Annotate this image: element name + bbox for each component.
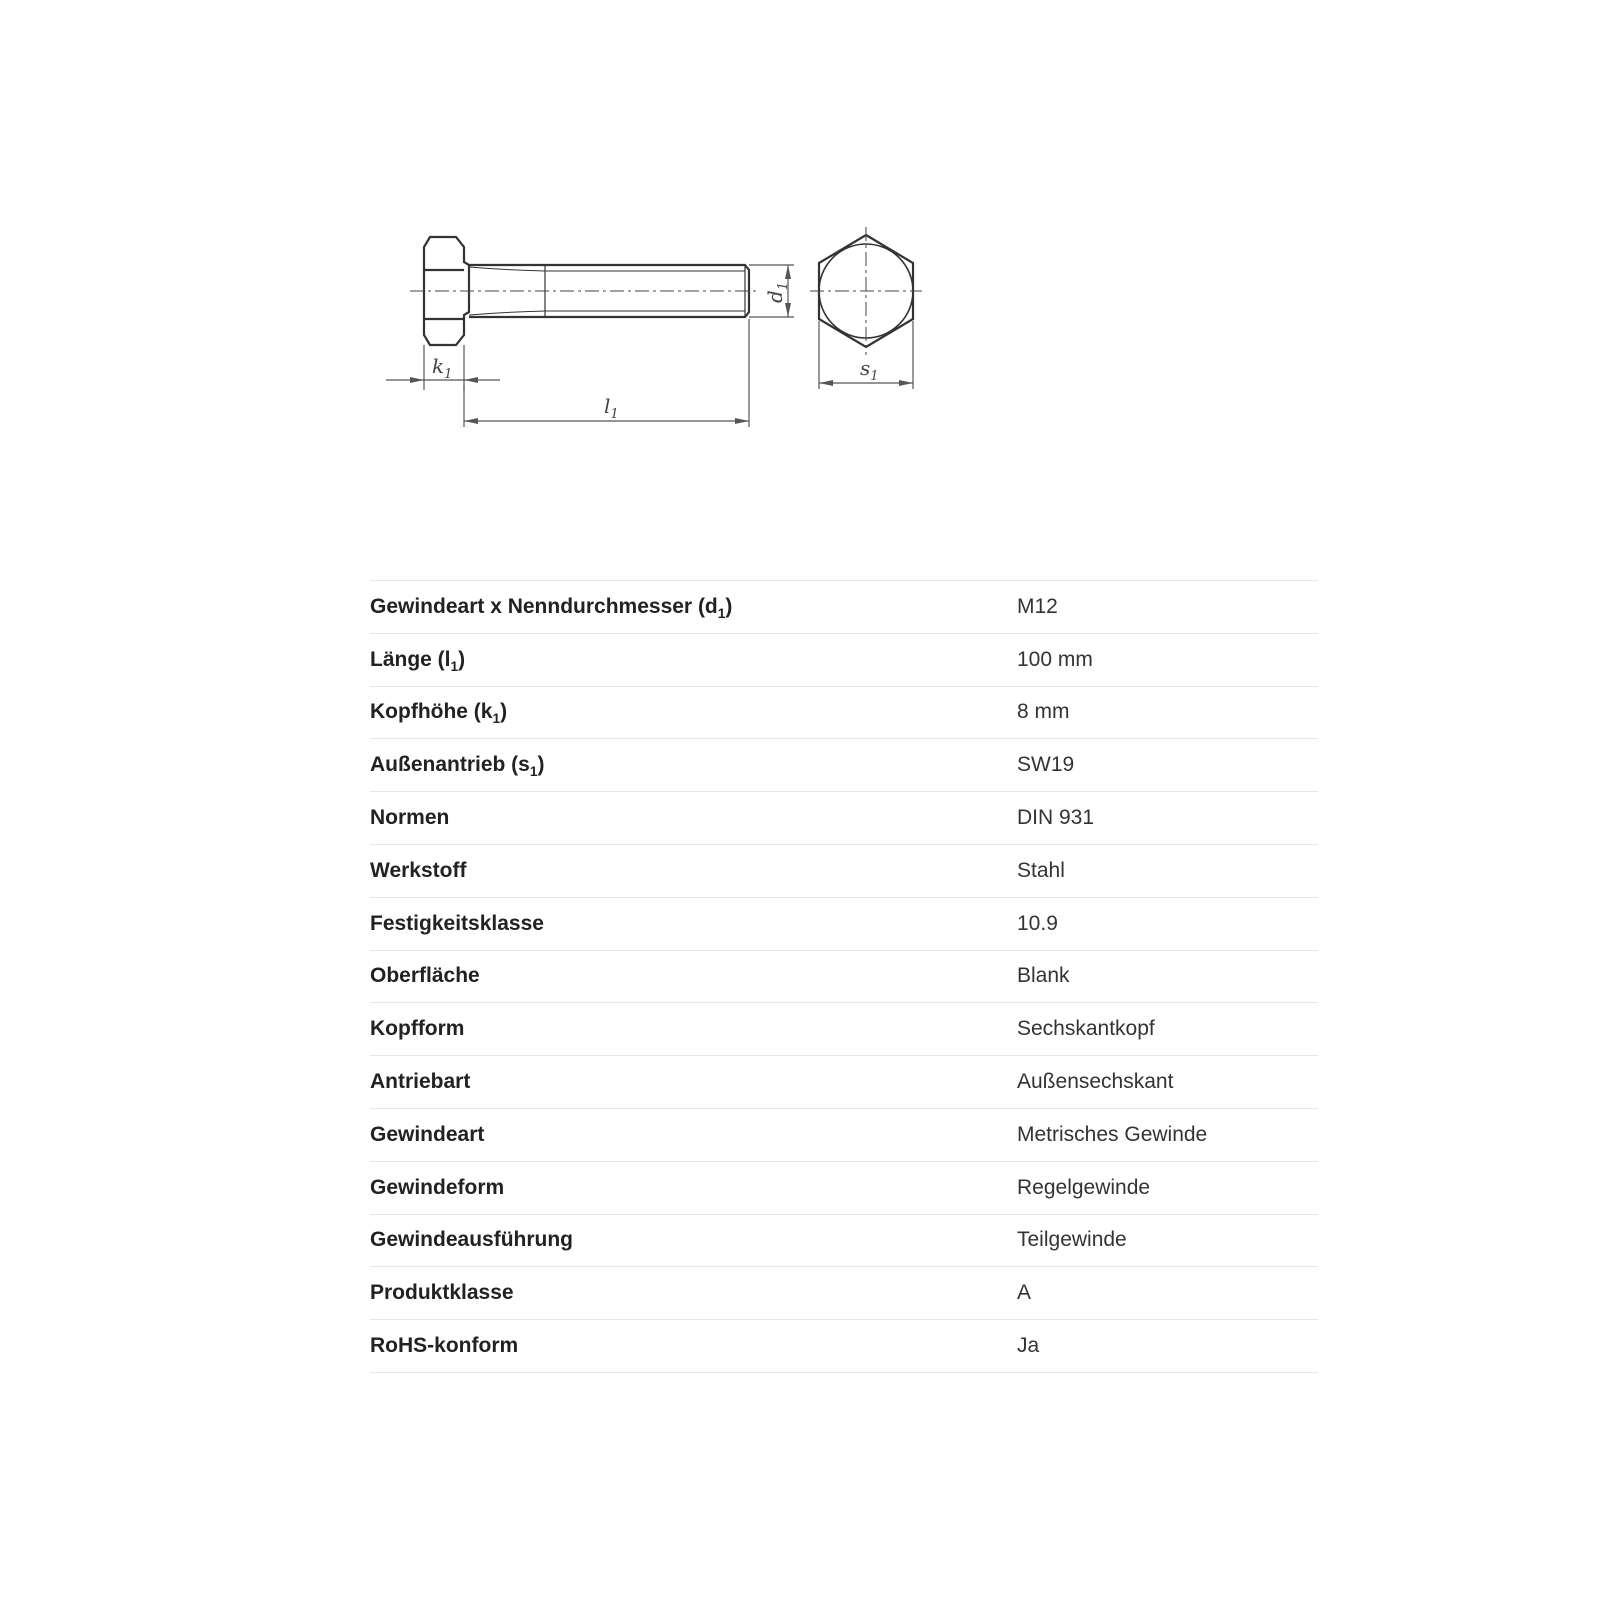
spec-value: Ja [1017, 1334, 1040, 1358]
spec-table [370, 580, 1318, 1373]
spec-row [370, 581, 1318, 634]
dim-label-k1: $k_1$ [432, 354, 453, 382]
spec-label: Antriebart [370, 1070, 471, 1094]
spec-value: 10.9 [1017, 911, 1058, 935]
spec-row [370, 844, 1318, 897]
spec-value: Metrisches Gewinde [1017, 1122, 1208, 1146]
spec-row [370, 1108, 1318, 1161]
spec-label: Werkstoff [370, 858, 467, 882]
spec-value: A [1017, 1281, 1032, 1305]
spec-label: Kopfhöhe $(k_1)$ [370, 700, 508, 727]
spec-value: Teilgewinde [1017, 1228, 1127, 1252]
spec-value: 100 mm [1017, 647, 1093, 671]
spec-value: SW19 [1017, 753, 1075, 777]
spec-row [370, 1214, 1318, 1267]
spec-row [370, 1267, 1318, 1320]
spec-value: Stahl [1017, 858, 1065, 882]
spec-row [370, 739, 1318, 792]
spec-value: Regelgewinde [1017, 1175, 1151, 1199]
spec-label: Kopfform [370, 1017, 465, 1041]
spec-row [370, 1003, 1318, 1056]
spec-label: Gewindeart [370, 1122, 485, 1146]
spec-value: DIN 931 [1017, 806, 1095, 830]
dim-label-d1: $d_1$ [763, 281, 791, 303]
spec-row [370, 1056, 1318, 1109]
spec-label: Normen [370, 806, 450, 830]
spec-value: Sechskantkopf [1017, 1017, 1155, 1041]
spec-value: 8 mm [1017, 700, 1070, 724]
spec-row [370, 897, 1318, 950]
spec-label: Außenantrieb $(s_1)$ [370, 753, 545, 780]
bolt-drawing-svg [380, 225, 960, 445]
spec-row [370, 686, 1318, 739]
spec-label: RoHS-konform [370, 1334, 519, 1358]
spec-row [370, 792, 1318, 845]
spec-label: Gewindeart x Nenndurchmesser $(d_1)$ [370, 594, 733, 621]
spec-row [370, 950, 1318, 1003]
spec-value: M12 [1017, 594, 1058, 618]
spec-row [370, 633, 1318, 686]
spec-label: Gewindeform [370, 1175, 505, 1199]
spec-value: Blank [1017, 964, 1070, 988]
spec-label: Oberfläche [370, 964, 480, 988]
spec-value: Außensechskant [1017, 1070, 1174, 1094]
dim-label-l1: $l_1$ [604, 394, 619, 422]
spec-label: Festigkeitsklasse [370, 911, 544, 935]
spec-row [370, 1161, 1318, 1214]
dim-label-s1: $s_1$ [860, 356, 879, 384]
bolt-technical-drawing [380, 225, 960, 445]
spec-label: Länge $(l_1)$ [370, 647, 466, 674]
spec-row [370, 1320, 1318, 1373]
spec-label: Produktklasse [370, 1281, 514, 1305]
spec-label: Gewindeausführung [370, 1228, 574, 1252]
